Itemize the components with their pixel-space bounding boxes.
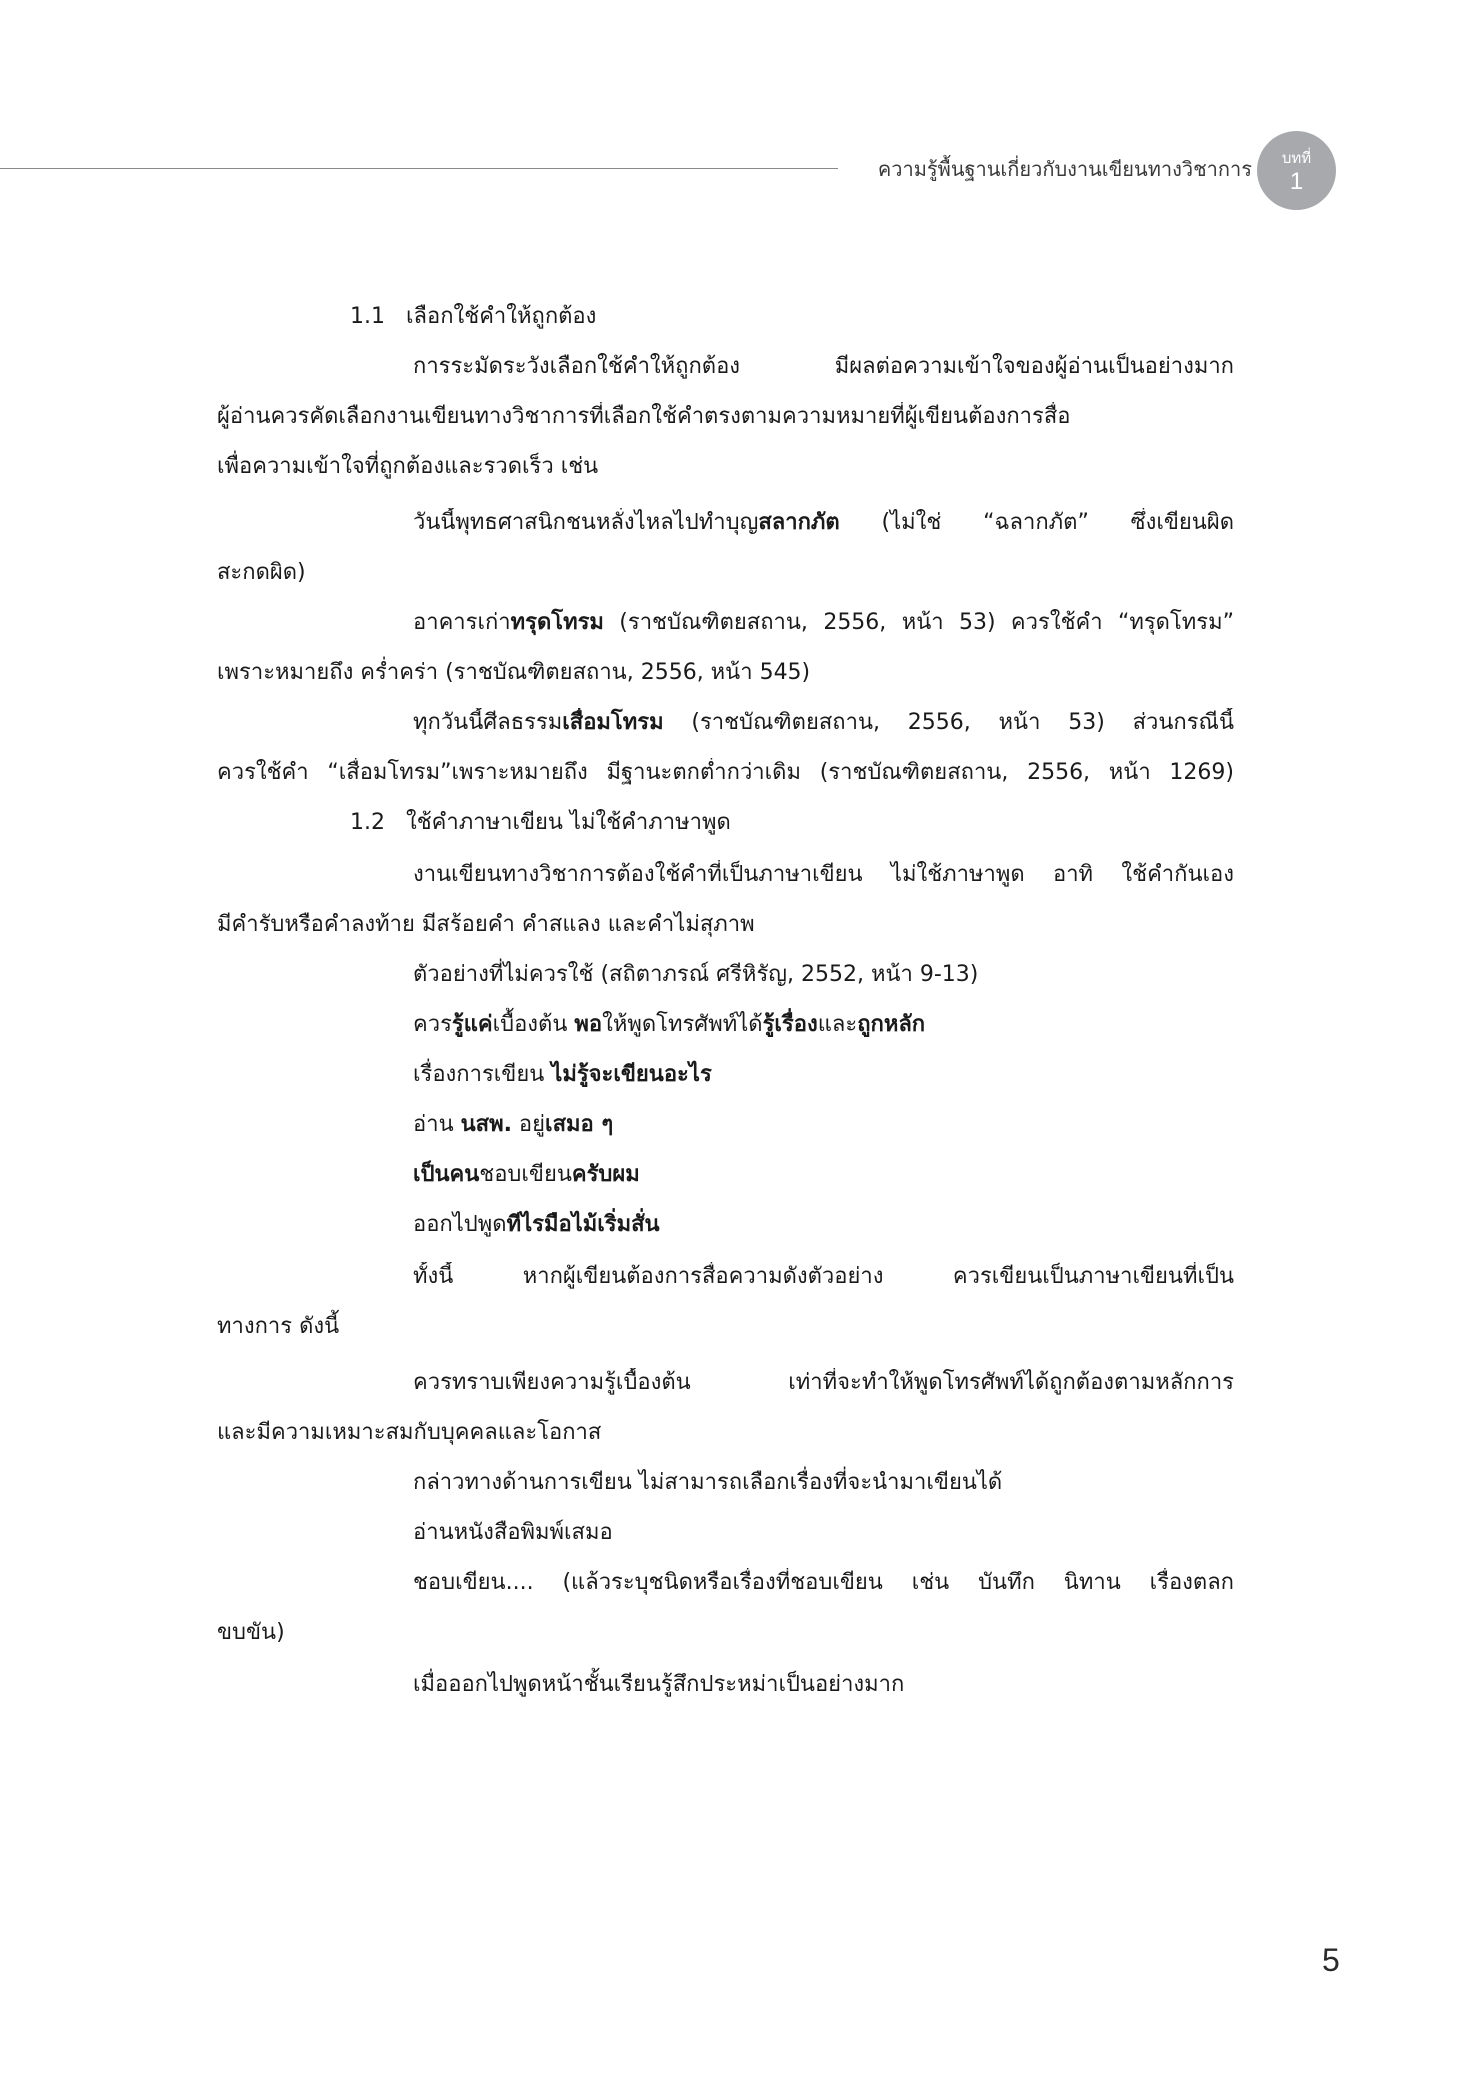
bold-term: ถูกหลัก [857,1012,926,1037]
paragraph-line: งานเขียนทางวิชาการต้องใช้คำที่เป็นภาษาเขียน ไม่ใช้ภาษาพูด อาทิ ใช้คำกันเอง [413,862,1234,887]
bad-example-line [413,1060,712,1090]
example-line [413,708,1234,738]
bold-term: รู้เรื่อง [762,1012,818,1037]
paragraph-line: เพื่อความเข้าใจที่ถูกต้องและรวดเร็ว เช่น [217,454,599,479]
text-run: ควร [413,1012,452,1037]
example-line: สะกดผิด) [217,560,306,585]
example-line: เพราะหมายถึง คร่ำคร่า (ราชบัณฑิตยสถาน, 2556, หน้า 545) [217,660,811,685]
text-run: (ราชบัณฑิตยสถาน, 2556, หน้า 53) ควรใช้คำ “ทรุดโทรม” [603,610,1234,635]
text-run: วันนี้พุทธศาสนิกชนหลั่งไหลไปทำบุญ [413,510,759,535]
bold-term: เสื่อมโทรม [562,710,664,735]
paragraph-line: ทางการ ดังนี้ [217,1314,340,1339]
bad-example-line [413,1010,925,1040]
text-run: เรื่องการเขียน [413,1062,552,1087]
example-line [413,508,1234,538]
section-title: ใช้คำภาษาเขียน ไม่ใช้คำภาษาพูด [405,810,731,835]
paragraph-line: มีคำรับหรือคำลงท้าย มีสร้อยคำ คำสแลง และคำไม่สุภาพ [217,912,755,937]
good-example-line: และมีความเหมาะสมกับบุคคลและโอกาส [217,1420,602,1445]
text-run: (ไม่ใช่ “ฉลากภัต” ซึ่งเขียนผิด [839,510,1234,535]
paragraph-line: ผู้อ่านควรคัดเลือกงานเขียนทางวิชาการที่เลือกใช้คำตรงตามความหมายที่ผู้เขียนต้องการสื่อ [217,404,1071,429]
good-example-line: ควรทราบเพียงความรู้เบื้องต้น เท่าที่จะทำให้พูดโทรศัพท์ได้ถูกต้องตามหลักการ [413,1370,1234,1395]
bold-term: ทีไรมือไม้เริ่มสั่น [506,1212,660,1237]
bold-term: ทรุดโทรม [510,610,604,635]
chapter-label: บทที่ [1281,150,1312,167]
paragraph-line: ทั้งนี้ หากผู้เขียนต้องการสื่อความดังตัวอย่าง ควรเขียนเป็นภาษาเขียนที่เป็น [413,1264,1234,1289]
text-run: อาคารเก่า [413,610,511,635]
text-run: และ [817,1012,858,1037]
good-example-line: กล่าวทางด้านการเขียน ไม่สามารถเลือกเรื่องที่จะนำมาเขียนได้ [413,1470,1003,1495]
bold-term: ครับผม [571,1162,640,1187]
good-example-line: เมื่อออกไปพูดหน้าชั้นเรียนรู้สึกประหม่าเป็นอย่างมาก [413,1672,905,1697]
section-1-2-heading [350,808,731,838]
text-run: ออกไปพูด [413,1212,507,1237]
good-example-line: อ่านหนังสือพิมพ์เสมอ [413,1520,613,1545]
bold-term: รู้แค่ [451,1012,493,1037]
text-run: (ราชบัณฑิตยสถาน, 2556, หน้า 53) ส่วนกรณีนี้ [663,710,1234,735]
text-run: ชอบเขียน [479,1162,572,1187]
bold-term: เสมอ ๆ [545,1112,614,1137]
text-run: อ่าน [413,1112,461,1137]
bad-examples-intro: ตัวอย่างที่ไม่ควรใช้ (สถิตาภรณ์ ศรีหิรัญ, 2552, หน้า 9-13) [413,962,979,987]
section-number: 1.2 [350,810,385,835]
good-example-line: ขบขัน) [217,1620,285,1645]
text-run: เบื้องต้น [492,1012,575,1037]
bad-example-line [413,1160,640,1190]
section-number: 1.1 [350,304,385,329]
bold-term: เป็นคน [413,1162,480,1187]
text-run: อยู่ [511,1112,546,1137]
running-header: ความรู้พื้นฐานเกี่ยวกับงานเขียนทางวิชาการ [877,157,1252,181]
example-line [413,608,1234,638]
section-1-1-heading [350,302,596,332]
text-run: ให้พูดโทรศัพท์ได้ [602,1012,763,1037]
chapter-number: 1 [1289,168,1304,195]
bad-example-line [413,1110,613,1140]
bold-term: พอ [574,1012,603,1037]
good-example-line: ชอบเขียน.... (แล้วระบุชนิดหรือเรื่องที่ชอบเขียน เช่น บันทึก นิทาน เรื่องตลก [413,1570,1234,1595]
text-run: ทุกวันนี้ศีลธรรม [413,710,563,735]
bold-term: นสพ. [460,1112,512,1137]
bold-term: สลากภัต [758,510,840,535]
bold-term: ไม่รู้จะเขียนอะไร [551,1062,712,1087]
section-title: เลือกใช้คำให้ถูกต้อง [405,304,597,329]
page-number: 5 [1322,1942,1340,1978]
example-line: ควรใช้คำ “เสื่อมโทรม”เพราะหมายถึง มีฐานะตกต่ำกว่าเดิม (ราชบัณฑิตยสถาน, 2556, หน้า 1269) [217,760,1234,785]
paragraph-line: การระมัดระวังเลือกใช้คำให้ถูกต้อง มีผลต่อความเข้าใจของผู้อ่านเป็นอย่างมาก [413,354,1234,379]
bad-example-line [413,1210,660,1240]
